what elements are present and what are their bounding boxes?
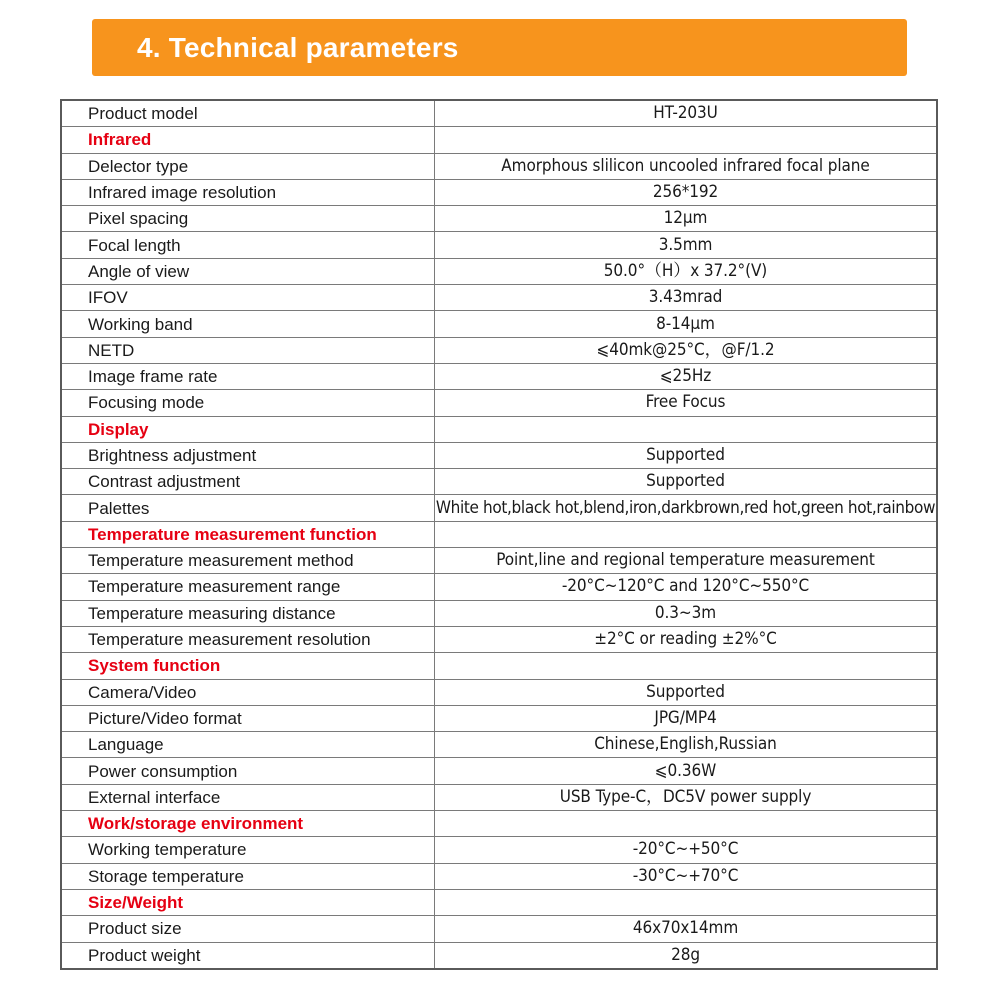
table-row: [61, 574, 937, 600]
parameter-name: Temperature measurement method: [61, 548, 435, 574]
section-heading: Temperature measurement function: [61, 521, 435, 547]
section-heading: Work/storage environment: [61, 811, 435, 837]
parameter-value: [435, 889, 938, 915]
parameter-value: [435, 811, 938, 837]
parameter-value: 46x70x14mm: [435, 916, 938, 942]
parameter-name: NETD: [61, 337, 435, 363]
parameter-value: HT-203U: [435, 100, 938, 127]
section-heading: Display: [61, 416, 435, 442]
parameter-name: Product size: [61, 916, 435, 942]
parameter-value: -30°C~+70°C: [435, 863, 938, 889]
parameter-value: White hot,black hot,blend,iron,darkbrown,red hot,green hot,rainbow: [435, 495, 938, 521]
parameter-name: Contrast adjustment: [61, 469, 435, 495]
table-row: [61, 232, 937, 258]
parameter-value: ⩽0.36W: [435, 758, 938, 784]
table-row: [61, 469, 937, 495]
table-row: [61, 758, 937, 784]
parameter-name: Focal length: [61, 232, 435, 258]
table-row: [61, 600, 937, 626]
parameter-name: Brightness adjustment: [61, 442, 435, 468]
parameter-name: Working temperature: [61, 837, 435, 863]
table-row: [61, 363, 937, 389]
parameter-value: ⩽25Hz: [435, 363, 938, 389]
parameter-value: [435, 521, 938, 547]
parameter-name: External interface: [61, 784, 435, 810]
parameter-value: USB Type-C，DC5V power supply: [435, 784, 938, 810]
parameter-value: Amorphous slilicon uncooled infrared focal plane: [435, 153, 938, 179]
parameter-name: Product weight: [61, 942, 435, 969]
table-row: [61, 285, 937, 311]
table-row: [61, 442, 937, 468]
parameter-value: 12μm: [435, 206, 938, 232]
parameter-name: Focusing mode: [61, 390, 435, 416]
parameter-value: 50.0°（H）x 37.2°(V): [435, 258, 938, 284]
parameter-name: Image frame rate: [61, 363, 435, 389]
parameter-name: Working band: [61, 311, 435, 337]
spec-table: [60, 99, 938, 970]
parameter-name: Language: [61, 732, 435, 758]
table-row: [61, 705, 937, 731]
parameter-value: Supported: [435, 679, 938, 705]
table-row: [61, 863, 937, 889]
parameter-value: -20°C~120°C and 120°C~550°C: [435, 574, 938, 600]
table-row: [61, 942, 937, 969]
table-row: [61, 916, 937, 942]
section-row: [61, 521, 937, 547]
parameter-name: Pixel spacing: [61, 206, 435, 232]
parameter-value: Point,line and regional temperature measurement: [435, 548, 938, 574]
section-row: [61, 889, 937, 915]
parameter-value: Chinese,English,Russian: [435, 732, 938, 758]
parameter-value: -20°C~+50°C: [435, 837, 938, 863]
section-title: 4. Technical parameters: [137, 32, 459, 63]
parameter-name: Power consumption: [61, 758, 435, 784]
table-row: [61, 258, 937, 284]
parameter-value: ⩽40mk@25°C，@F/1.2: [435, 337, 938, 363]
table-row: [61, 311, 937, 337]
parameter-value: Free Focus: [435, 390, 938, 416]
section-row: [61, 653, 937, 679]
table-row: [61, 100, 937, 127]
parameter-name: Temperature measurement range: [61, 574, 435, 600]
table-row: [61, 679, 937, 705]
parameter-value: 0.3~3m: [435, 600, 938, 626]
parameter-name: Product model: [61, 100, 435, 127]
parameter-value: ±2°C or reading ±2%°C: [435, 626, 938, 652]
parameter-name: Picture/Video format: [61, 705, 435, 731]
section-heading: System function: [61, 653, 435, 679]
parameter-name: Temperature measurement resolution: [61, 626, 435, 652]
table-row: [61, 732, 937, 758]
parameter-name: Palettes: [61, 495, 435, 521]
table-row: [61, 495, 937, 521]
parameter-value: 8-14μm: [435, 311, 938, 337]
parameter-value: 28g: [435, 942, 938, 969]
table-row: [61, 206, 937, 232]
parameter-value: [435, 653, 938, 679]
table-row: [61, 179, 937, 205]
parameter-name: Temperature measuring distance: [61, 600, 435, 626]
parameter-value: 3.43mrad: [435, 285, 938, 311]
parameter-value: 3.5mm: [435, 232, 938, 258]
parameter-name: Storage temperature: [61, 863, 435, 889]
section-row: [61, 416, 937, 442]
parameter-name: IFOV: [61, 285, 435, 311]
section-header-banner: [92, 19, 907, 76]
section-row: [61, 127, 937, 153]
table-row: [61, 784, 937, 810]
parameter-value: Supported: [435, 469, 938, 495]
parameter-name: Delector type: [61, 153, 435, 179]
table-row: [61, 548, 937, 574]
parameter-value: Supported: [435, 442, 938, 468]
parameter-name: Angle of view: [61, 258, 435, 284]
section-heading: Size/Weight: [61, 889, 435, 915]
spec-table-body: [61, 100, 937, 969]
section-row: [61, 811, 937, 837]
table-row: [61, 390, 937, 416]
parameter-name: Camera/Video: [61, 679, 435, 705]
table-row: [61, 837, 937, 863]
parameter-value: [435, 416, 938, 442]
section-heading: Infrared: [61, 127, 435, 153]
parameter-value: 256*192: [435, 179, 938, 205]
table-row: [61, 153, 937, 179]
parameter-value: JPG/MP4: [435, 705, 938, 731]
parameter-value: [435, 127, 938, 153]
table-row: [61, 626, 937, 652]
parameter-name: Infrared image resolution: [61, 179, 435, 205]
table-row: [61, 337, 937, 363]
